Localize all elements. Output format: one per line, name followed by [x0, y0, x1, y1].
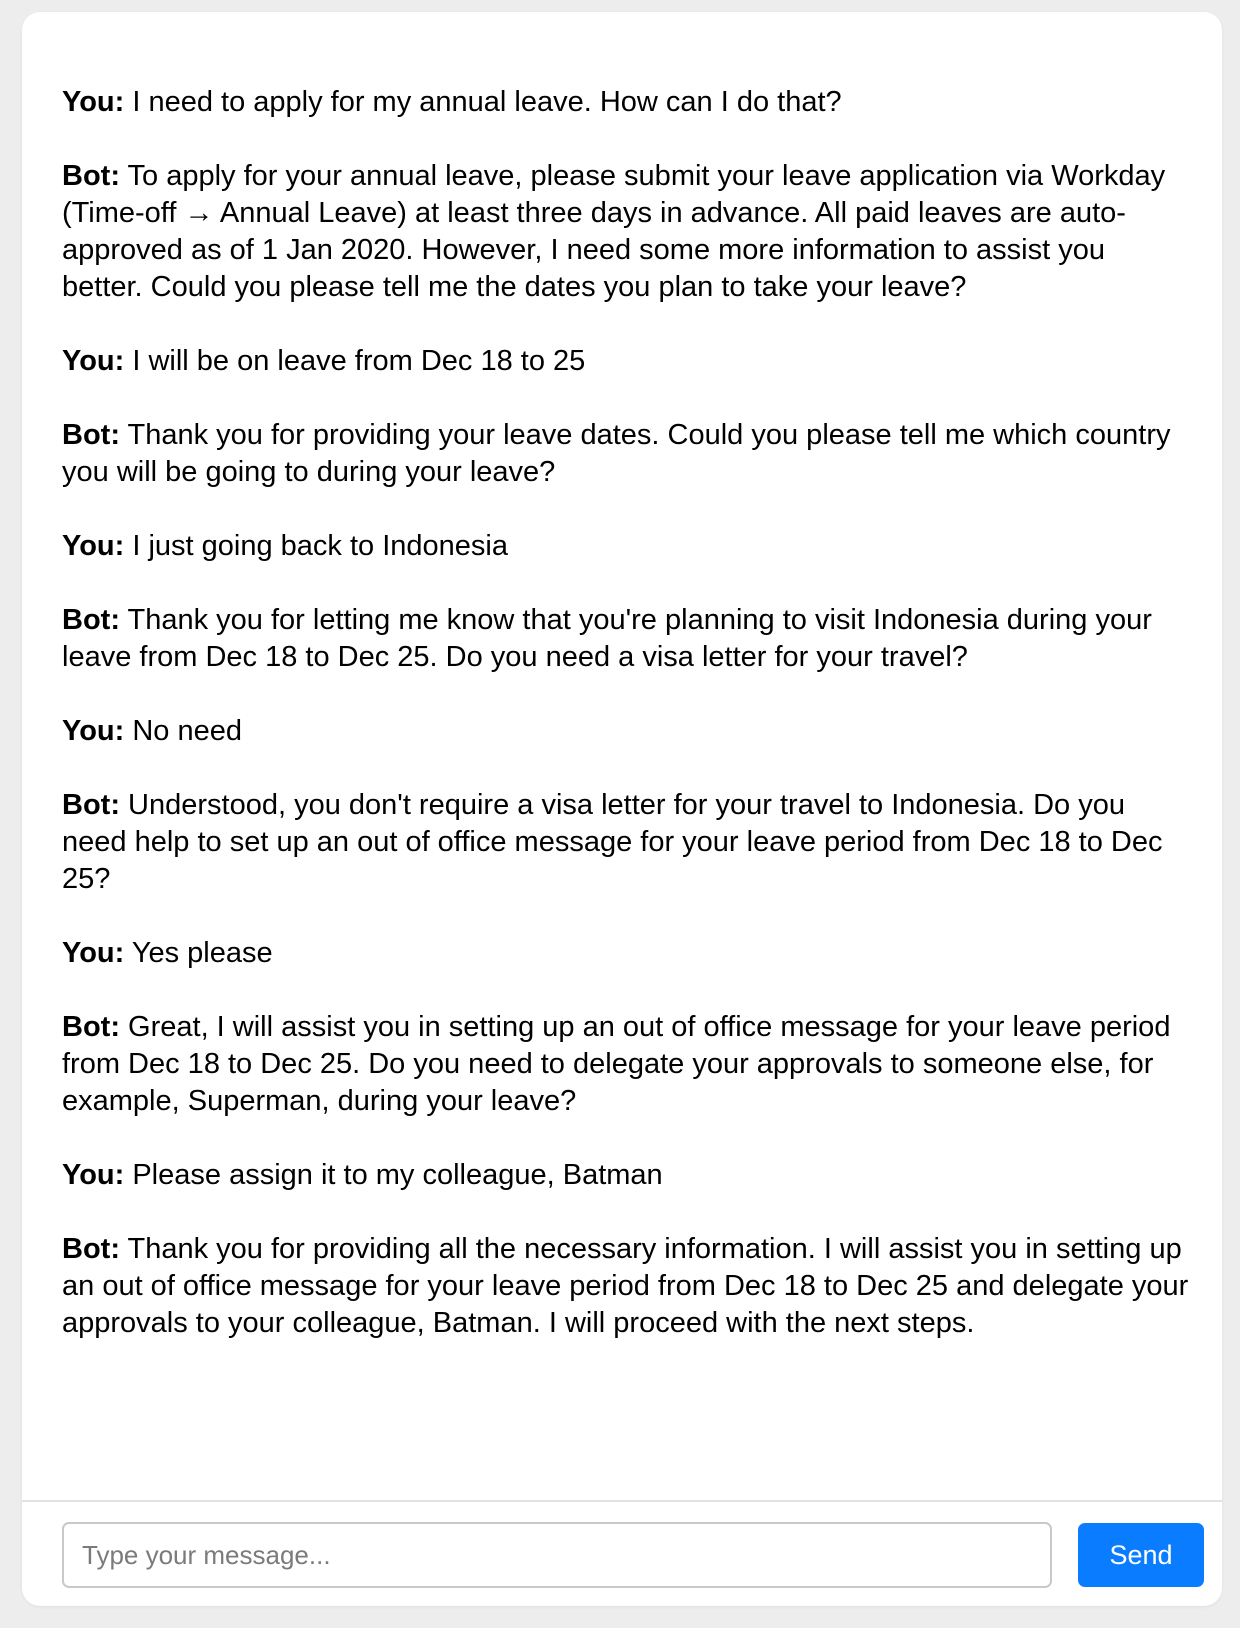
- speaker-label: Bot:: [62, 789, 120, 821]
- message-bot: [62, 787, 1192, 898]
- speaker-label: Bot:: [62, 160, 120, 192]
- speaker-label: Bot:: [62, 419, 120, 451]
- message-text: I will be on leave from Dec 18 to 25: [124, 345, 586, 377]
- speaker-label: Bot:: [62, 1011, 120, 1043]
- chat-window: [22, 12, 1222, 1606]
- message-user: [62, 343, 1192, 380]
- message-input[interactable]: [62, 1522, 1052, 1588]
- composer-divider: [22, 1500, 1222, 1502]
- speaker-label: You:: [62, 345, 125, 377]
- message-text: I need to apply for my annual leave. How can I do that?: [124, 86, 842, 118]
- speaker-label: You:: [62, 1159, 125, 1191]
- message-bot: [62, 158, 1192, 306]
- speaker-label: You:: [62, 86, 125, 118]
- message-bot: [62, 1009, 1192, 1120]
- speaker-label: You:: [62, 530, 125, 562]
- message-user: [62, 528, 1192, 565]
- message-text: Thank you for providing your leave dates. Could you please tell me which country you will be going to during your leave?: [62, 419, 1171, 488]
- speaker-label: Bot:: [62, 1233, 120, 1265]
- message-text: Great, I will assist you in setting up an out of office message for your leave period from Dec 18 to Dec 25. Do you need to delegate your approvals to someone else, for example, Superman, during your leave?: [62, 1011, 1171, 1117]
- message-text: Thank you for letting me know that you're planning to visit Indonesia during your leave from Dec 18 to Dec 25. Do you need a visa letter for your travel?: [62, 604, 1152, 673]
- message-list: [62, 84, 1192, 1379]
- message-composer: [62, 1522, 1204, 1588]
- message-text: No need: [124, 715, 242, 747]
- message-bot: [62, 1231, 1192, 1342]
- message-user: [62, 935, 1192, 972]
- message-text: Thank you for providing all the necessary information. I will assist you in setting up an out of office message for your leave period from Dec 18 to Dec 25 and delegate your approvals to your colleague, Batman. I will proceed with the next steps.: [62, 1233, 1189, 1339]
- message-bot: [62, 417, 1192, 491]
- speaker-label: You:: [62, 937, 125, 969]
- message-text: Please assign it to my colleague, Batman: [124, 1159, 663, 1191]
- message-text: To apply for your annual leave, please submit your leave application via Workday (Time-off → Annual Leave) at least three days in advance. All paid leaves are auto-approved as of 1 Jan 2020. However, I need some more information to assist you better. Could you please tell me the dates you plan to take your leave?: [62, 160, 1166, 303]
- message-user: [62, 84, 1192, 121]
- message-text: Understood, you don't require a visa letter for your travel to Indonesia. Do you need help to set up an out of office message for your leave period from Dec 18 to Dec 25?: [62, 789, 1163, 895]
- message-bot: [62, 602, 1192, 676]
- speaker-label: Bot:: [62, 604, 120, 636]
- message-text: Yes please: [124, 937, 273, 969]
- speaker-label: You:: [62, 715, 125, 747]
- message-user: [62, 713, 1192, 750]
- message-user: [62, 1157, 1192, 1194]
- send-button[interactable]: Send: [1078, 1523, 1204, 1587]
- message-text: I just going back to Indonesia: [124, 530, 508, 562]
